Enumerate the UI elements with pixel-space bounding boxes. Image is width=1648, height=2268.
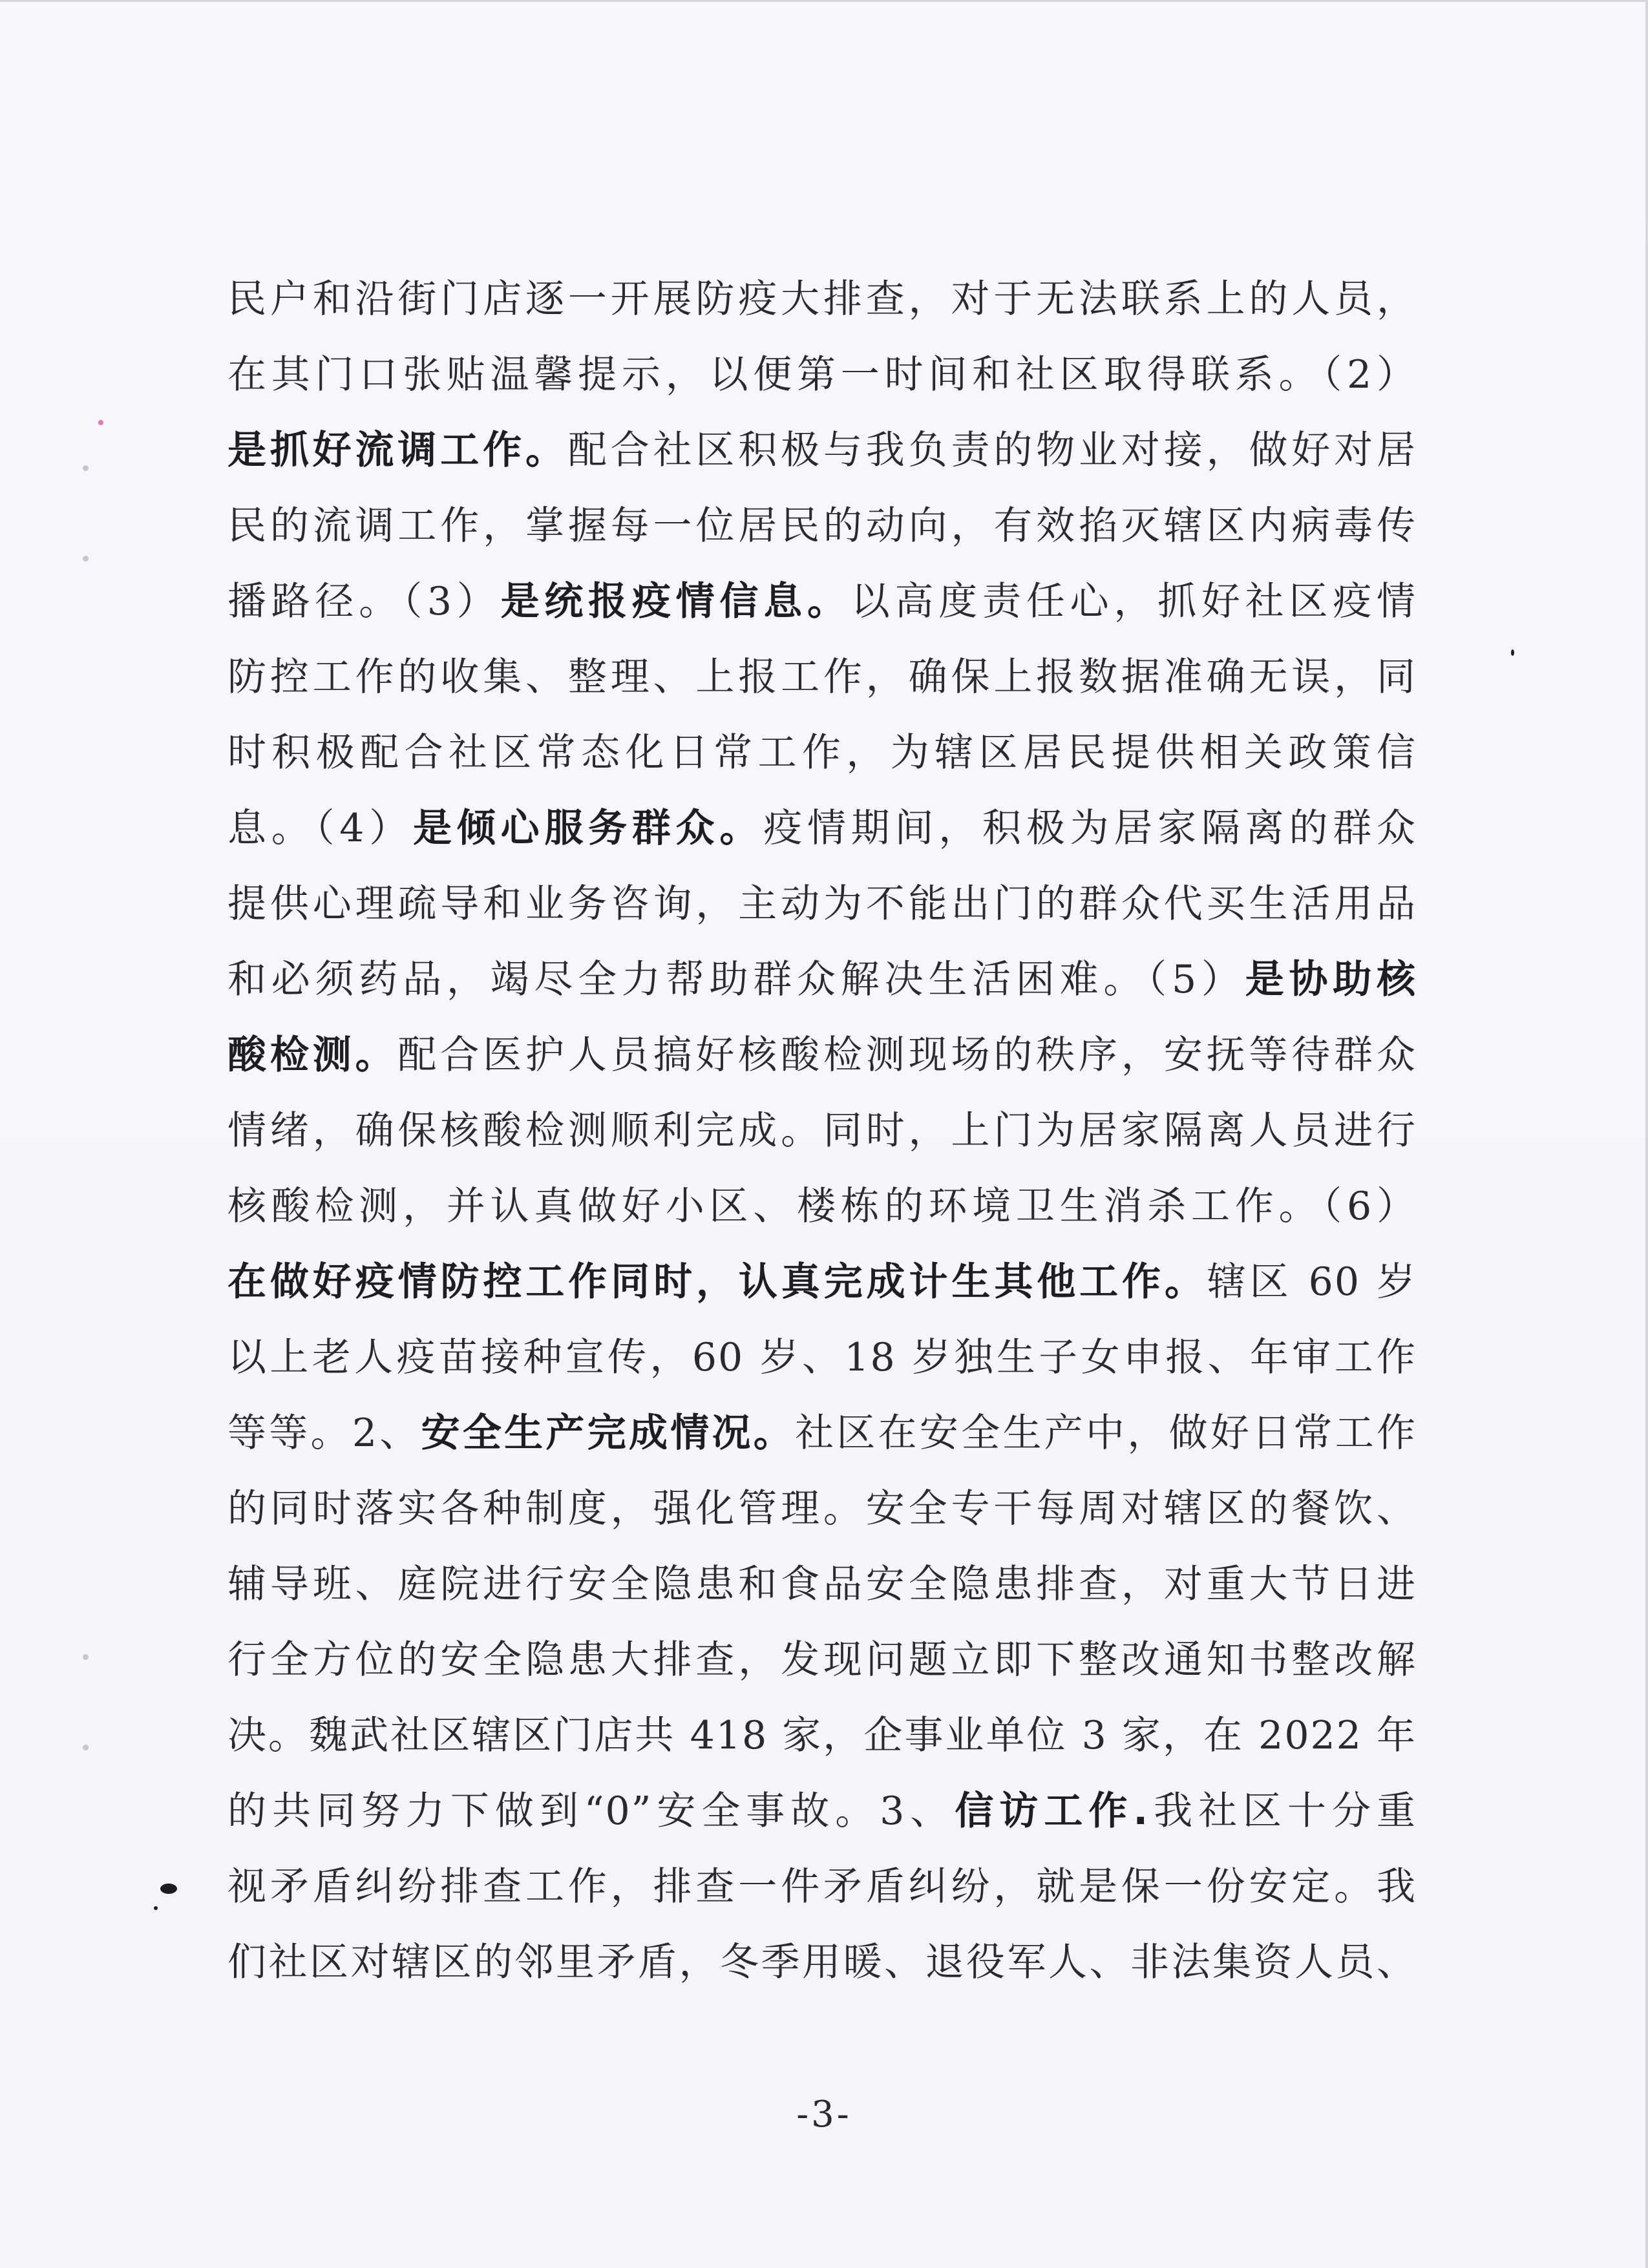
- text-line: [227, 640, 1417, 715]
- scan-speck: [160, 1884, 177, 1894]
- text-run: 决。魏武社区辖区门店共 418 家，企事业单位 3 家，在 2022 年: [227, 1713, 1417, 1758]
- page-number: -3-: [796, 2094, 852, 2136]
- text-line: [227, 1547, 1417, 1622]
- ink-dot: [98, 420, 103, 425]
- text-run: 行全方位的安全隐患大排查，发现问题立即下整改通知书整改解: [227, 1637, 1417, 1683]
- text-run: 们社区对辖区的邻里矛盾，冬季用暖、退役军人、非法集资人员、: [227, 1940, 1417, 1985]
- text-line: [227, 413, 1417, 488]
- scan-edge-top: [0, 0, 1648, 2]
- text-run: 的同时落实各种制度，强化管理。安全专干每周对辖区的餐饮、: [227, 1486, 1417, 1531]
- bold-heading: 是倾心服务群众。: [413, 806, 764, 851]
- text-line: [227, 715, 1417, 791]
- text-line: [227, 1018, 1417, 1093]
- text-run: 情绪，确保核酸检测顺利完成。同时，上门为居家隔离人员进行: [227, 1108, 1417, 1153]
- text-line: [227, 1849, 1417, 1925]
- text-run: 和必须药品，竭尽全力帮助群众解决生活困难。（5）: [227, 957, 1245, 1002]
- punch-mark: [83, 1745, 89, 1750]
- text-line: [227, 337, 1417, 413]
- text-line: [227, 1698, 1417, 1774]
- text-run: 配合社区积极与我负责的物业对接，做好对居: [567, 428, 1417, 473]
- text-run: 民户和沿街门店逐一开展防疫大排查，对于无法联系上的人员，: [227, 277, 1417, 322]
- text-run: 息。（4）: [227, 806, 414, 851]
- text-line: [227, 866, 1417, 942]
- bold-heading: 酸检测。: [227, 1033, 398, 1078]
- text-line: [227, 1396, 1417, 1471]
- text-run: 的共同努力下做到“0”安全事故。3、: [227, 1789, 955, 1834]
- text-run: 播路径。（3）: [227, 579, 501, 624]
- bold-heading: 是协助核: [1245, 957, 1417, 1002]
- text-run: 时积极配合社区常态化日常工作，为辖区居民提供相关政策信: [227, 730, 1417, 775]
- text-run: 辅导班、庭院进行安全隐患和食品安全隐患排查，对重大节日进: [227, 1562, 1417, 1607]
- text-run: 视矛盾纠纷排查工作，排查一件矛盾纠纷，就是保一份安定。我: [227, 1864, 1417, 1909]
- body-text: [227, 262, 1417, 2000]
- bold-heading: 安全生产完成情况。: [421, 1411, 796, 1456]
- text-line: [227, 1320, 1417, 1396]
- text-line: [227, 1244, 1417, 1320]
- bold-heading: 是统报疫情信息。: [500, 579, 851, 624]
- text-line: [227, 1169, 1417, 1244]
- text-line: [227, 262, 1417, 337]
- text-run: 社区在安全生产中，做好日常工作: [795, 1411, 1417, 1456]
- text-line: [227, 942, 1417, 1018]
- text-line: [227, 1471, 1417, 1547]
- text-run: 提供心理疏导和业务咨询，主动为不能出门的群众代买生活用品: [227, 881, 1417, 927]
- text-line: [227, 791, 1417, 866]
- scan-speck: [1511, 649, 1514, 656]
- punch-mark: [83, 556, 89, 562]
- scan-edge-right: [1645, 0, 1648, 2268]
- text-run: 辖区 60 岁: [1207, 1259, 1417, 1305]
- text-line: [227, 1774, 1417, 1849]
- text-line: [227, 488, 1417, 564]
- text-line: [227, 1925, 1417, 2000]
- text-line: [227, 1093, 1417, 1169]
- punch-mark: [83, 465, 89, 471]
- text-run: 以高度责任心，抓好社区疫情: [850, 579, 1417, 624]
- text-run: 以上老人疫苗接种宣传，60 岁、18 岁独生子女申报、年审工作: [227, 1335, 1417, 1380]
- text-run: 民的流调工作，掌握每一位居民的动向，有效掐灭辖区内病毒传: [227, 503, 1417, 549]
- bold-heading: 在做好疫情防控工作同时，认真完成计生其他工作。: [227, 1259, 1207, 1305]
- text-run: 等等。2、: [227, 1411, 421, 1456]
- text-line: [227, 564, 1417, 640]
- text-run: 配合医护人员搞好核酸检测现场的秩序，安抚等待群众: [397, 1033, 1417, 1078]
- text-run: 核酸检测，并认真做好小区、楼栋的环境卫生消杀工作。（6）: [227, 1184, 1417, 1229]
- text-line: [227, 1622, 1417, 1698]
- text-run: 防控工作的收集、整理、上报工作，确保上报数据准确无误，同: [227, 655, 1417, 700]
- text-run: 我社区十分重: [1149, 1789, 1417, 1834]
- punch-mark: [83, 1654, 89, 1660]
- text-run: 在其门口张贴温馨提示，以便第一时间和社区取得联系。（2）: [227, 352, 1417, 397]
- bold-heading: 是抓好流调工作。: [227, 428, 568, 473]
- scan-speck: [154, 1906, 158, 1910]
- bold-heading: 信访工作.: [955, 1789, 1150, 1834]
- text-run: 疫情期间，积极为居家隔离的群众: [763, 806, 1417, 851]
